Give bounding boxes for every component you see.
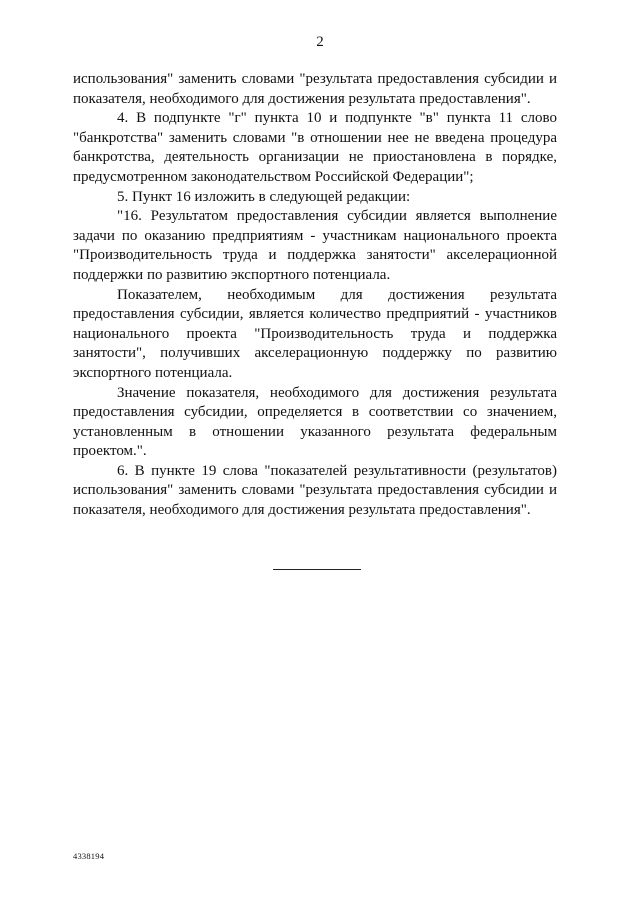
paragraph-item-4: 4. В подпункте "г" пункта 10 и подпункте "в" пункта 11 слово "банкротства" заменить словами "в отношении нее не введена процедура банкротства, деятельность организации не приостановлена в порядке, предусмотренном законодательством Российской Федерации"; — [73, 110, 557, 185]
paragraph-continuation: использования" заменить словами "результата предоставления субсидии и показателя, необходимого для достижения результата предоставления". — [73, 71, 557, 107]
paragraph-indicator-value: Значение показателя, необходимого для достижения результата предоставления субсидии, определяется в соответствии со значением, установленным в отношении указанного результата федеральным проектом.". — [73, 384, 557, 460]
page-number: 2 — [316, 34, 324, 50]
paragraph-indicator: Показателем, необходимым для достижения результата предоставления субсидии, является количество предприятий - участников национального проекта "Производительность труда и поддержка занятости", получивших акселерационную поддержку по развитию экспортного потенциала. — [73, 286, 557, 381]
paragraph-item-5: 5. Пункт 16 изложить в следующей редакции: — [117, 188, 411, 205]
paragraph-item-16-result: "16. Результатом предоставления субсидии является выполнение задачи по оказанию предприятиям - участникам национального проекта "Производительность труда и поддержка занятости" акселерационной поддержки по развитию экспортного потенциала. — [73, 208, 557, 283]
document-body — [73, 70, 557, 521]
end-divider — [273, 569, 361, 570]
document-code: 4338194 — [73, 851, 105, 861]
paragraph-item-6: 6. В пункте 19 слова "показателей результативности (результатов) использования" заменить словами "результата предоставления субсидии и показателя, необходимого для достижения результата предоставления". — [73, 462, 557, 519]
